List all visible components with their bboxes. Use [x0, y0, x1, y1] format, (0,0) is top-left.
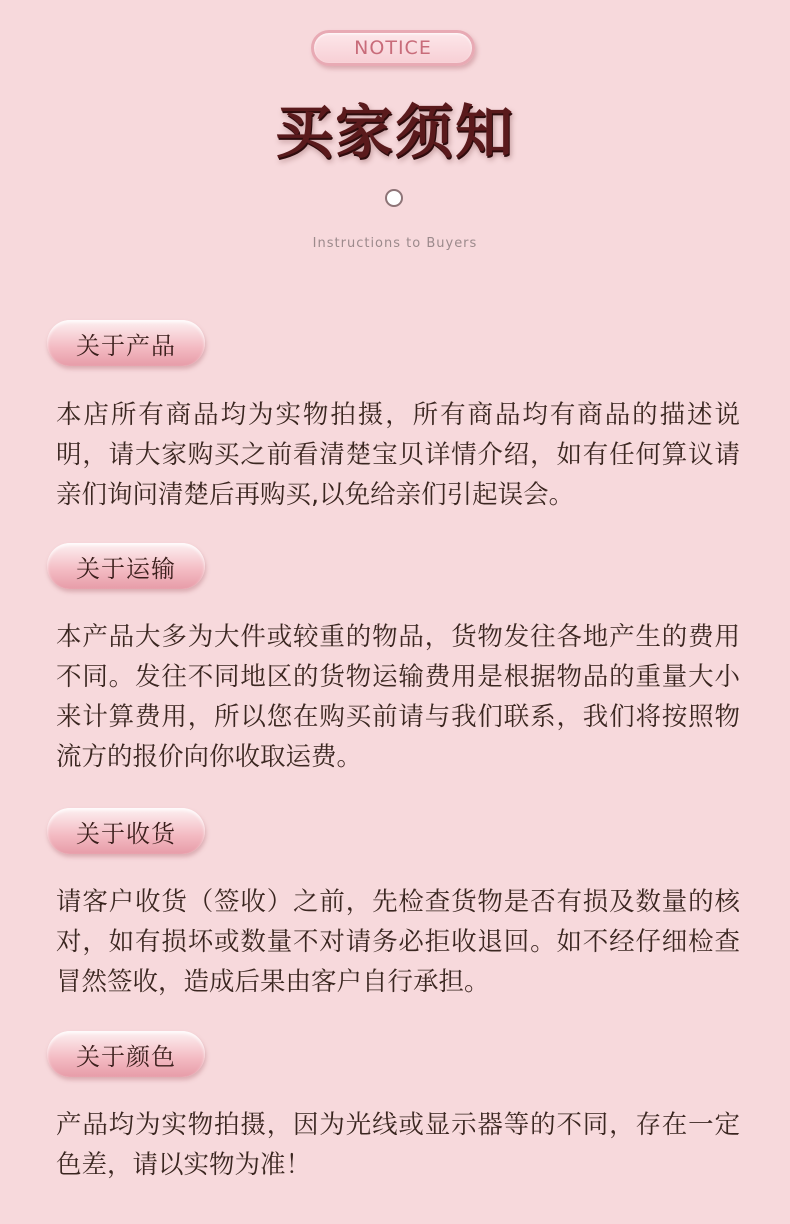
notice-label: NOTICE — [354, 37, 432, 59]
section-badge-receiving — [47, 808, 205, 854]
section-label: 关于颜色 — [76, 1042, 176, 1071]
section-body-product: 本店所有商品均为实物拍摄，所有商品均有商品的描述说明，请大家购买之前看清楚宝贝详情介绍，如有任何算议请亲们询问清楚后再购买,以免给亲们引起误会。 — [56, 400, 740, 510]
circle-ornament-icon — [385, 189, 403, 207]
page-subtitle: Instructions to Buyers — [312, 236, 478, 251]
page-title: 买家须知 — [274, 98, 515, 166]
section-label: 关于产品 — [76, 331, 176, 360]
section-body-shipping: 本产品大多为大件或较重的物品，货物发往各地产生的费用不同。发往不同地区的货物运输费用是根据物品的重量大小来计算费用，所以您在购买前请与我们联系，我们将按照物流方的报价向你收取运费。 — [56, 622, 740, 772]
notice-badge — [311, 30, 475, 66]
section-badge-shipping — [47, 543, 205, 589]
section-badge-product — [47, 320, 205, 366]
section-body-receiving: 请客户收货（签收）之前，先检查货物是否有损及数量的核对，如有损坏或数量不对请务必拒收退回。如不经仔细检查冒然签收，造成后果由客户自行承担。 — [56, 887, 740, 997]
section-label: 关于运输 — [76, 554, 176, 583]
section-body-color: 产品均为实物拍摄，因为光线或显示器等的不同，存在一定色差，请以实物为准！ — [56, 1110, 740, 1180]
section-label: 关于收货 — [76, 819, 176, 848]
section-badge-color — [47, 1031, 205, 1077]
